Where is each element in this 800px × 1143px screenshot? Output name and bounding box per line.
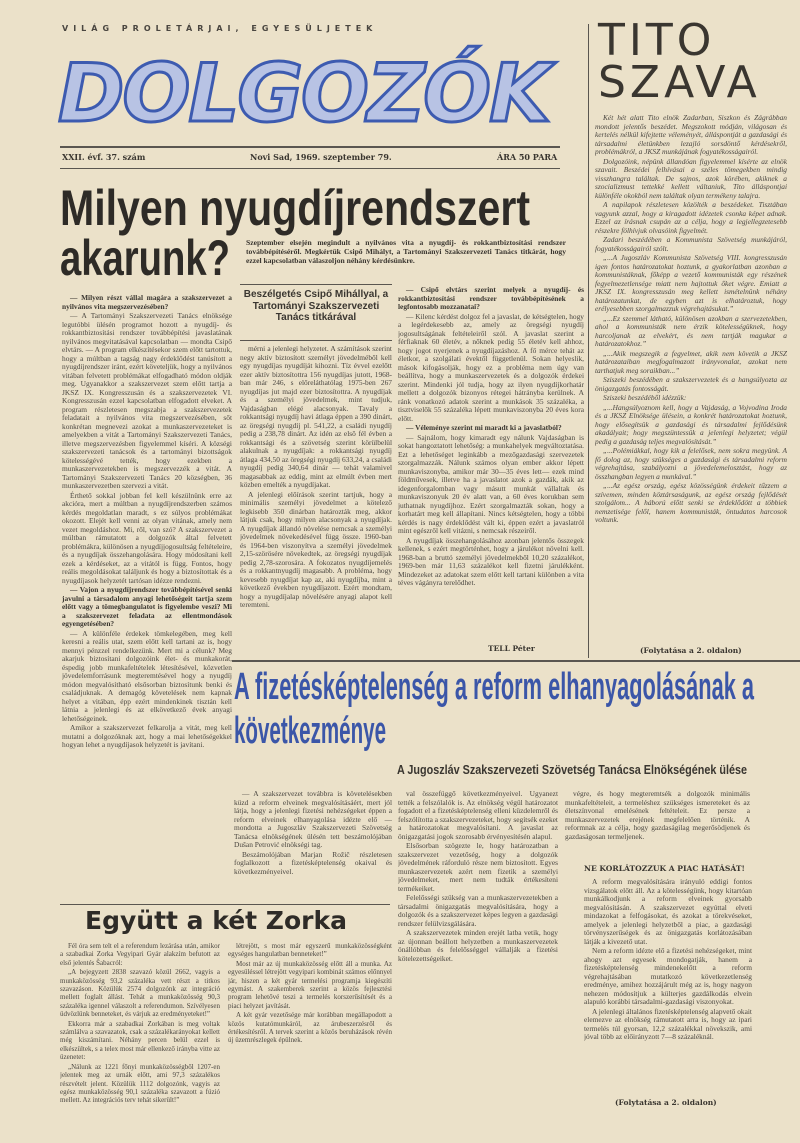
- paragraph: létrejött, s most már egyszerű munkaközösségként egységes hangulatban benneteket!”: [228, 942, 392, 959]
- paragraph: Érthető sokkal jobban fel kell készülnünk erre az akcióra, mert a múltban a nyugdíjrendszerben számos kérdés megoldatlan maradt, s ez súlyos problémákat okozott. Elejét kell venni az olyan vitának, amely nem vezet megoldáshoz. Mi, ről, van szó? A szakszervezet a múltban rámutatott a dolgozók által felvetett problémákra, különösen a nyugdíjjogosultság feltételeire, és a nyugdíjak összehangolására. Hogy módosítani kell ezek a kérdéseket, az a vitától is függ. Fontos, hogy reális megoldásokat találjunk és hogy a biztosítottak és a nyugdíjasok helyzetét tartósan idézze rendezni.: [62, 490, 232, 585]
- article2-col3: [565, 790, 750, 860]
- column-divider: [588, 24, 589, 658]
- article1-col3: [398, 286, 584, 638]
- paragraph: A jelenlegi általános fizetésképtelenség alapvető okait elemezve az elnökség rámutatott arra is, hogy az ipari termelés túl gyorsan, 12,2 százalékkal növekszik, ami jóval több az előirányzott 7—8 százaléknál.: [584, 1006, 752, 1041]
- tito-title-2: SZAVA: [598, 57, 761, 108]
- article2-headline-2: következménye: [234, 710, 386, 752]
- question: — Milyen részt vállal magára a szakszervezet a nyilvános vita megszervezésében?: [62, 294, 232, 311]
- masthead-rule-bottom: [60, 168, 560, 169]
- paragraph: Elsősorban szögezte le, hogy határozatban a szakszervezet vezetőség, hogy a dolgozók jövedelmének ráforduló része nem biztosított. Egyes munkaszervezetek azért nem fizetik a személyi jövedelmeket, mert nem tudták értékesíteni termékeiket.: [398, 841, 558, 893]
- section-rule: [232, 660, 800, 662]
- article2-continued: (Folytatása a 2. oldalon): [615, 1098, 717, 1107]
- paragraph: A szakszervezetek minden erejét latba vetik, hogy az újonnan beállott helyzetben a munkaszervezetek önállóbban és felelősséggel vállalják a fizetési kötelezettségeiket.: [398, 928, 558, 963]
- paragraph: — Sajnálom, hogy kimaradt egy nálunk Vajdaságban is sokat hangoztatott lehetőség: a munkahelyek megváltoztatása. Ezt a lehetőséget leginkább a mezőgazdasági szervezetek szorgalmazzák. Nálunk számos olyan ember akkor lépett munkaviszonyba, amikor már 30—35 éves lett— ezek mind földművesek, illetve ha a javaslatot azok a gazdák, akik az idegenforgalomban vagy másutt munkát vállaltak és munkaviszonyuk 20 év alatt van, a 60 éves korukban sem juthatnak nyugdíjhoz. Ezért szorgalmazták sokan, hogy a korhatárt meg kell állapítani. Nincs kétségtelen, hogy a többi kérdés is nagy érdeklődést vált ki, éppen ezért a javaslatról mint egészről kell vitázni, s nemcsak részeiről.: [398, 432, 584, 535]
- article3-headline: Együtt a két Zorka: [85, 906, 347, 935]
- article2-col2: [398, 790, 558, 1120]
- price: ÁRA 50 PARA: [497, 152, 558, 162]
- article2-col1: [234, 790, 392, 900]
- paragraph: Fél óra sem telt el a referendum lezárása után, amikor a szabadkai Zorka Vegyipari Gyár alakzím befutott az első jelentés Šabacról:: [60, 942, 220, 967]
- paragraph: Dolgozóink, népünk állandóan figyelemmel kísérte az elnök szavait. Beszédei felhívásai a széles tömegekben mindig visszhangra találtak. De sajnos, azok körében, akiknek a szocializmust tettekké kellett váltaniuk, Tito álláspontjai különféle okokból nem találtak olyan termékeny talajra.: [595, 156, 787, 200]
- paragraph: Sziszeki beszédében a szakszervezetek és a hangsúlyozta az önigazgatás fontosságát.: [595, 375, 787, 393]
- question: — Véleménye szerint mi maradt ki a javaslatból?: [406, 423, 562, 432]
- article2-headline-1: A fizetésképtelenség a reform elhanyagolásának a: [234, 666, 754, 708]
- tito-title-1: TITO: [598, 15, 716, 66]
- paragraph: A nyugdíjak összehangolásához azonban jelentős összegek kellenek, s ezért megtörténhet, hogy a járulékot növelni kell. 1968-ban a bruttó személyi jövedelmekből 10,20 százalékot, 1969-ben már 11,63 százalékot kell fizetni járulékként. Mindezeket az adatokat szem előtt kell tartani különben a vita téves vágányra terelődhet.: [398, 535, 584, 587]
- paragraph: A reform megvalósítására irányuló eddigi fontos vizsgálatok előtt áll. Az a kötelességünk, hogy kitartóan munkálkodjunk a reform elveinek gyorsabb megvalósításán. A szakszervezet egyúttal elveti mindazokat a felfogásokat, és azokat a törekvéseket, amelyek a jelenlegi helyzetből a piac, a gazdasági törvényszerűségek és az önigazgatás korlátozásában látják a kivezető utat.: [584, 878, 752, 946]
- paragraph: „A bejegyzett 2838 szavazó közül 2662, vagyis a munkaközösség 93,2 százaléka vett részt a titkos szavazáson. Közülük 2574 dolgozónk az integráció mellett foglalt állást. Tehát a munkaközösség 90,3 százaléka igennel válaszolt a referendumon. Szívélyesen üdvözlünk benneteket, és várjuk az eredményeteket!”: [60, 968, 220, 1019]
- article1-headline-2: akarunk?: [60, 230, 230, 286]
- zorka-rule: [60, 904, 390, 905]
- paragraph: — A Tartományi Szakszervezeti Tanács elnöksége legutóbbi ülésén programot hozott a nyugdíj- és rokkantbiztosítási rendszer továbbépítési javaslatának nyilvános megvitatásával kapcsolatban — mondta Csipő elvtárs. — A program elkészítésekor szem előtt tartottuk, hogy a múltban a tagság nagy érdeklődést tanúsított a nyugdíjrendszer iránt, ezért követeljük, hogy a nyilvános vitában felvetett problémákat elfogadható módon oldják meg. Ugyanakkor a szakszervezet szem előtt tartja a JKSZ IX. Kongresszusán és a szakszervezetek VI. Kongresszusán ezzel kapcsolatban elfogadott elveket. A program részletesen megszabja a szakszervezetek feladatait a nyilvános vita megszervezésében, sőt konkrétan megnevezi azokat a munkaszervezeteket is amelyekben a vitát a Tartományi Szakszervezeti Tanács, illetve megszervezésben figyelemmel kíséri. A községi szakszervezeti tanácsok és a tartományi bizottságok kötelességévé tették, hogy ezekben a munkaszervezetekben is megszervezzék a vitát. A Tartományi Szakszervezeti Tanács 20 községben, 36 munkaszervezetben szervezi a vitát.: [62, 311, 232, 490]
- paragraph: Beszámolójában Marjan Rožič részletesen foglalkozott a fizetésképtelenség okaival és következményeivel.: [234, 849, 392, 876]
- article2-col3b: [584, 878, 752, 1092]
- paragraph: „...Ez szemmel látható, különösen azokban a szervezetekben, ahol a kommunisták nem érzik kötelességüknek, hogy harcoljanak az elvekért, és nem tartják magukat a határozatokhoz.”: [595, 313, 787, 348]
- paragraph: „Nálunk az 1221 főnyi munkaközösségből 1207-en jelentek meg az urnák előtt, ami 97,3 százalékos részvételt jelent. Közülük 1112 dolgozónk, vagyis az egész munkaközösség 90,1 százaléka szavazott a fúzió mellett. Az integrációs terv tehát sikerült!”: [60, 1062, 220, 1105]
- tito-body: [595, 114, 787, 644]
- paragraph: Sziszeki beszédéből idézzük:: [603, 393, 687, 402]
- article3-col2: [228, 942, 392, 1138]
- paragraph: A két gyár vezetősége már korábban megállapodott a közös kutatómunkáról, az árubeszerzésről és értékesítésről. A tervek szerint a közös beruházások révén új üzemrészlegek épülnek.: [228, 1011, 392, 1045]
- paragraph: val összefüggő következményeivel. Ugyanezt tették a felszólalók is. Az elnökség végül határozatot fogadott el a fizetésképtelenség elleni küzdelemről és felszólította a szakszervezeteket, hogy segítsék ezeket a határozatokat megvalósítani. A javaslat az önigazgatási jogok szorosabb érvényesítésén alapul.: [398, 790, 558, 841]
- paragraph: „...A Jugoszláv Kommunista Szövetség VIII. kongresszusán igen fontos határozatokat hoztunk, a gyakorlatban azonban a kommunistáknak, főképp a vezető kommunisták egy részének fegyelmezetlensége miatt nem hajtottuk őket végre. Emiatt a JKSZ IX. kongresszusán meg kellett ismételnünk néhány határozatunkat, de egyben azt is elhatároztuk, hogy erélyesebben szorgalmazzuk végrehajtásukat.”: [595, 253, 787, 313]
- paragraph: Ekkorra már a szabadkai Zorkában is meg voltak számlálva a szavazatok, csak a százalékarányokat kellett még kiszámítani. Néhány percen belül ezzel is elkészültek, s a telex most már ellenkező irányba vitte az üzenetet:: [60, 1019, 220, 1062]
- tito-continued: (Folytatása a 2. oldalon): [640, 646, 742, 655]
- paragraph: A jelenlegi előírások szerint tartjuk, hogy a minimális személyi jövedelmet a kötelező legkisebb 350 dinárban határozták meg, akkor látjuk csak, hogy milyen alacsonyak a nyugdíjak. A nyugdíjak állandó növelése nemcsak a személyi jövedelmek növekedésével függ össze. 1960-ban és 1964-ben viszonyítva a személyi jövedelmek 2,15-szörösére növekedtek, az öregségi nyugdíjak pedig 2,78-szorosára. A fokozatos nyugdíjemelés és a rokkantnyugdíj magasabb. A probléma, hogy kevesebb nyugdíjat kap az, aki nyugdíjba, mint a következő években nyugdíjazott. Ezért mondtam, hogy a nyugdíjalap növelésére anyagi alapot kell teremteni.: [240, 489, 392, 609]
- article1-intro: Szeptember elsején megindult a nyilvános vita a nyugdíj- és rokkantbiztosítási rendszer továbbépítéséről. Megkértük Csipő Mihályt, a Tartományi Szakszervezeti Tanács titkárát, hogy ezzel kapcsolatban válaszoljon néhány kérdésünkre.: [246, 238, 566, 265]
- paragraph: Felelősségi szükség van a munkaszervezetekben a társadalmi önigazgatás megvalósítására, hogy a dolgozók és a szakszervezet képes legyen a gazdasági rendszer felülvizsgálására.: [398, 893, 558, 928]
- paragraph: Zadari beszédében a Kommunista Szövetség munkájáról, fogyatékosságairól szólt.: [595, 235, 787, 253]
- box-rule-top: [240, 284, 392, 285]
- paragraph: „...Polémiákkal, hogy kik a felelősek, nem sokra megyünk. A fő dolog az, hogy szükséges a gazdasági és társadalmi reform végrehajtása, szabályozni a jövedelemelosztást, hogy az összhangban legyen a munkával.”: [595, 446, 787, 481]
- article1-col2: [240, 345, 392, 658]
- paragraph: Most már az új munkaközösség előtt áll a munka. Az egyesüléssel létrejött vegyipari kombinát számos előnnyel jár, hiszen a két gyár termelési programja kiegészíti egymást. A szakemberek szerint a közös fejlesztési program lehetővé teszi a termelés korszerűsítését és a piaci helyzet javítását.: [228, 959, 392, 1010]
- paragraph: Amikor a szakszervezet felkarolja a vitát, meg kell mutatni a dolgozóknak azt, hogy a mai lehetőségekkel hogyan lehet a nyugdíjasok helyzetét is javítani.: [62, 723, 232, 749]
- author-signature: TELL Péter: [488, 644, 535, 653]
- place-date: Novi Sad, 1969. szeptember 79.: [250, 152, 392, 162]
- masthead-rule-top: [60, 146, 560, 148]
- paragraph: Nem a reform idézte elő a fizetési nehézségeket, mint ahogy azt egyesek mondogatják, hanem a fizetésképtelenség mindenekelőtt a reform végrehajtásában mutatkozó következetlenség eredménye, amihez hozzájárult még az is, hogy nagyon nehezen módosítjuk a külterjes gazdálkodás elvein alapuló korábbi társadalmi-gazdasági viszonyokat.: [584, 946, 752, 1006]
- motto: VILÁG PROLETÁRJAI, EGYESÜLJETEK: [62, 24, 378, 33]
- paragraph: — A különféle érdekek tömkelegében, meg kell keresni a reális utat, szem előtt kell tartani az is, hogy mennyi pénzzel rendelkezünk. Mert mi a célunk? Meg akarjuk biztosítani dolgozóink élet- és munkakorát, éspedig jobb munkafeltételek létesítésével, közvetlen jövedelemforrásunk megteremtésével hogy a nyugdíj módon megvalósítható elsősorban biztosítunk benki és családjuknak. A demagóg követelések nem kapnak helyet a vitában, épp ezért mindenkinek tisztán kell látnia a jelenlegi és az elkövetkező évek anyagi lehetőségeinek.: [62, 628, 232, 723]
- paragraph: „...Akik megszegik a fegyelmet, akik nem követik a JKSZ határozataiban megfogalmazott irányvonalat, azokat nem tarthatjuk meg soraikban...”: [595, 348, 787, 375]
- paragraph: „...Az egész ország, egész közösségünk érdekeit tűzzem a szívemen, minden köztársaságunk, az egész ország fejlődését szolgálom... A háború előtt senki se érdeklődött a többiek nemzetisége felől, hanem kommunisták, öntudatos harcosok voltunk.: [595, 481, 787, 524]
- paragraph: végre, és hogy megteremtsék a dolgozók minimális munkafeltételeit, a termeléshez szükséges ismereteket és az életszínvonal emelésének feltételeit. Ez persze a munkaszervezetek erejének megfelelően történik. A reformnak az a célja, hogy gazdaságilag megerősödjenek és gazdaságosan termeljenek.: [565, 790, 750, 841]
- article2-subhead: NE KORLÁTOZZUK A PIAC HATÁSÁT!: [584, 864, 745, 873]
- question: — Csipő elvtárs szerint melyek a nyugdíj- és rokkantbiztosítási rendszer továbbépítésének a legfontosabb mozzanatai?: [398, 286, 584, 311]
- paragraph: „...Hangsúlyoznom kell, hogy a Vajdaság, a Vojvodina Iroda és a JKSZ Elnöksége ülésein, a konkrét határozatokat hoztunk, hogy elősegítsük a gazdasági és társadalmi fejlődésünk akadályait; hogy megszüntessük a jelenlegi helyzetet; végül pedig a gazdaság teljes megvalósítását.”: [595, 402, 787, 446]
- article2-subtitle: A Jugoszláv Szakszervezeti Szövetség Tanácsa Elnökségének ülése: [397, 762, 747, 777]
- volume-number: XXII. évf. 37. szám: [62, 152, 146, 162]
- paragraph: — A szakszervezet továbbra is követelésekben küzd a reform elveinek megvalósításáért, mert jól látja, hogy a jelenlegi fizetési nehézségeket éppen a reform elveinek elhanyagolása idézte elő — mondotta a Jugoszláv Szakszervezeti Szövetség Tanácsa elnökségének ülésén tett beszámolójában Dušan Petrović elnökségi tag.: [234, 790, 392, 849]
- paragraph: A napilapok részletesen közölték a beszédeket. Tisztában vagyunk azzal, hogy a kiragadott idézetek csonka képet adnak. Ezzel az írásnak csupán az a célja, hogy a legjellegzetesebb részekre fölhívjuk olvasóink figyelmét.: [595, 200, 787, 235]
- article1-col1: [62, 294, 232, 900]
- paragraph: — Kilenc kérdést dolgoz fel a javaslat, de kétségtelen, hogy a legérdekesebb az, amely az öregségi nyugdíj jogosultságának feltételeiről szól. A javaslat szerint a férfiaknak 60 életév, a nőknek pedig 55 életév kell ahhoz, hogy jogot nyerjenek a nyugdíjazáshoz. A fő mérce tehát az életkor, a szolgálati évektől függetlenül. Sokan helyeslik, mások kifogásolják, hogy ez a probléma nem úgy van beállítva, hogy a munkaszervezetek és a dolgozók érdekei szerint. Mindenki jól tudja, hogy az ilyen nyugdíjkorhatár mellett a dolgozók bizonyos rétegei hátrányba kerülnek. A ránk vonatkozó adatok szerint a munkások 35 százaléka, a tisztviselők 55 százaléka lépett munkaviszonyba 20 éves kora előtt.: [398, 311, 584, 423]
- article3-col1: [60, 942, 220, 1138]
- article1-headline-1: Milyen nyugdíjrendszert: [60, 180, 530, 236]
- interview-box: Beszélgetés Csipő Mihállyal, a Tartományi Szakszervezeti Tanács titkárával: [243, 289, 389, 323]
- masthead-logo: DOLGOZÓK: [58, 47, 550, 140]
- paragraph: Két hét alatt Tito elnök Zadarban, Siszkon és Zágrábban mondott jelentős beszédet. Megszokott módján, világosan és kertelés nélkül kifejtette véleményét, álláspontját a gazdasági és társadalmi életünkben lezajló sorsdöntő kérdésekről, problémákról, a JKSZ munkájának fogyatékosságairól.: [595, 114, 787, 156]
- box-rule-bottom: [240, 340, 392, 341]
- paragraph: mérni a jelenlegi helyzetet. A számítások szerint negy aktív biztosított személyt jövedelméből kell egy nyugdíjas nyugdíját kihozni. Tíz évvel ezelőtt ezer aktív biztosítottra 156 nyugdíjas jutott, 1968-ban már 246, s előreláthatólag 1975-ben 267 nyugdíjas jut majd ezer biztosítottra. A nyugdíjak és a személyi jövedelmek, mint tudjuk, Vajdaságban elégé alacsonyak. Tavaly a rokkantsági nyugdíj havi átlaga éppen a 390 dinárt, az öregségi nyugdíj pl. 541,22, a családi nyugdíj pedig a 238,78 dinárt. Az idén az elsõ fél évben a rokkantsági és a szövetség szerint körülbelül alakulnak a nyugdíjak: a rokkantsági nyugdíj átlaga 434,50 az öregségi nyugdíj 633,24, a családi nyugdíj pedig 340,64 dinár — tehát valamivel magasabbak az eddig, mint az elmúlt évben mert közben emelték a nyugdíjakat.: [240, 345, 392, 489]
- question: — Vajon a nyugdíjrendszer továbbépítésével senki javulni a társadalom anyagi lehetőségeit tartja szem előtt vagy a tömegbangulatot is figyelembe veszi? Mi a szakszervezet feladata az ellentmondások egyengetésében?: [62, 585, 232, 628]
